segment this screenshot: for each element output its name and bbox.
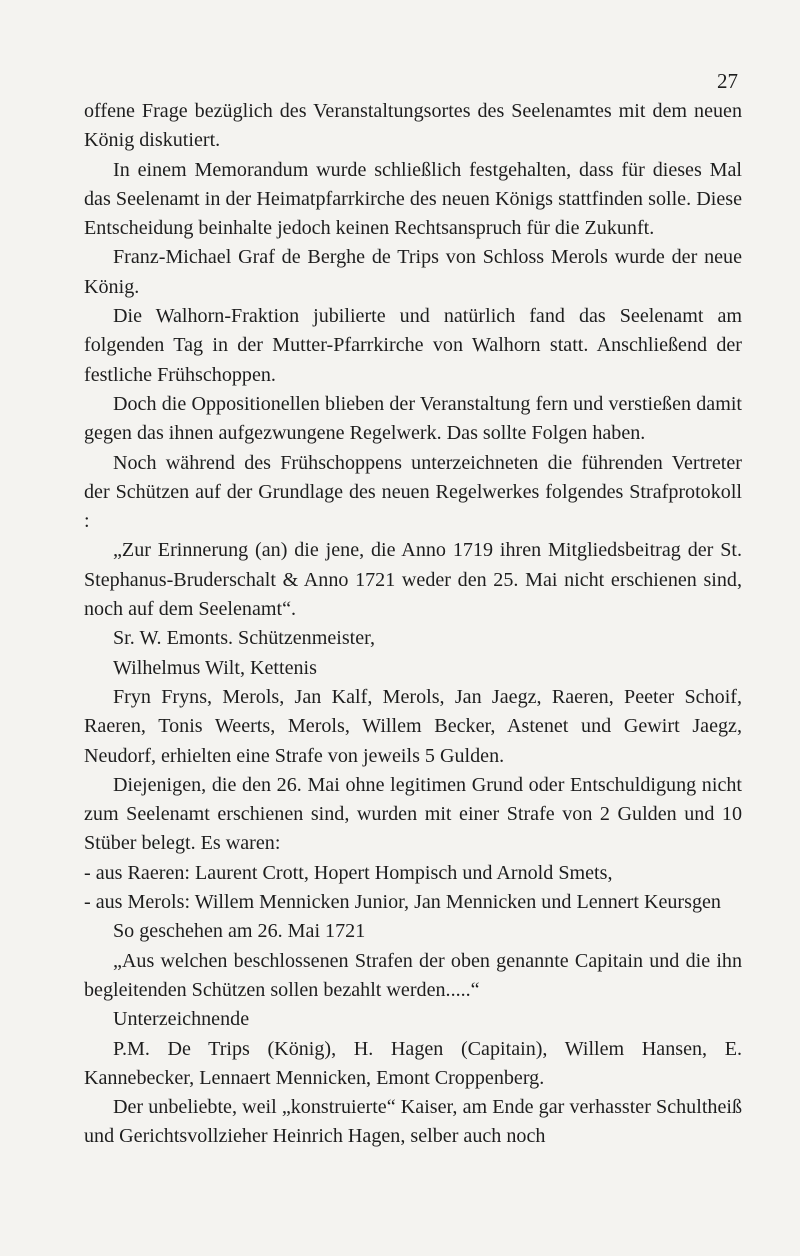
paragraph: Fryn Fryns, Merols, Jan Kalf, Merols, Jan Jaegz, Raeren, Peeter Schoif, Raeren, Tonis Weerts, Merols, Willem Becker, Astenet und Gewirt Jaegz, Neudorf, erhielten eine Strafe von jeweils 5 Gulden.: [84, 685, 742, 767]
paragraph: P.M. De Trips (König), H. Hagen (Capitain), Willem Hansen, E. Kannebecker, Lennaert Mennicken, Emont Croppenberg.: [84, 1037, 742, 1089]
paragraph: Die Walhorn-Fraktion jubilierte und natürlich fand das Seelenamt am folgenden Tag in der Mutter-Pfarrkirche von Walhorn statt. Anschließend der festliche Frühschoppen.: [84, 305, 742, 386]
paragraph: Franz-Michael Graf de Berghe de Trips von Schloss Merols wurde der neue König.: [84, 246, 742, 298]
paragraph: Noch während des Frühschoppens unterzeichneten die führenden Vertreter der Schützen auf der Grundlage des neuen Regelwerkes folgendes Strafprotokoll :: [84, 451, 742, 533]
paragraph: In einem Memorandum wurde schließlich festgehalten, dass für dieses Mal das Seelenamt in der Heimatpfarrkirche des neuen Königs stattfinden solle. Diese Entscheidung beinhalte jedoch keinen Rechtsanspruch für die Zukunft.: [84, 158, 742, 240]
paragraph: Der unbeliebte, weil „konstruierte“ Kaiser, am Ende gar verhasster Schultheiß und Gerichtsvollzieher Heinrich Hagen, selber auch noch: [84, 1096, 742, 1148]
paragraph: Wilhelmus Wilt, Kettenis: [113, 656, 317, 679]
paragraph: So geschehen am 26. Mai 1721: [113, 920, 366, 943]
paragraph: Doch die Oppositionellen blieben der Veranstaltung fern und verstießen damit gegen das ihnen aufgezwungene Regelwerk. Das sollte Folgen haben.: [84, 392, 742, 445]
quotation: „Zur Erinnerung (an) die jene, die Anno 1719 ihren Mitgliedsbeitrag der St. Stephanus-Bruderschalt & Anno 1721 weder den 25. Mai nicht erschienen sind, noch auf dem Seelenamt“.: [84, 539, 742, 621]
page-number: 27: [717, 69, 738, 93]
paragraph: Sr. W. Emonts. Schützenmeister,: [113, 627, 376, 650]
body-text: [84, 97, 742, 1152]
quotation: „Aus welchen beschlossenen Strafen der oben genannte Capitain und die ihn begleitenden Schützen sollen bezahlt werden.....“: [84, 949, 742, 1001]
paragraph: offene Frage bezüglich des Veranstaltungsortes des Seelenamtes mit dem neuen König diskutiert.: [84, 100, 742, 152]
paragraph: Unterzeichnende: [113, 1008, 250, 1031]
list-item: - aus Merols: Willem Mennicken Junior, Jan Mennicken und Lennert Keursgen: [84, 891, 721, 914]
list-item: - aus Raeren: Laurent Crott, Hopert Hompisch und Arnold Smets,: [84, 861, 613, 884]
paragraph: Diejenigen, die den 26. Mai ohne legitimen Grund oder Entschuldigung nicht zum Seelenamt erschienen sind, wurden mit einer Strafe von 2 Gulden und 10 Stüber belegt. Es waren:: [84, 773, 742, 855]
